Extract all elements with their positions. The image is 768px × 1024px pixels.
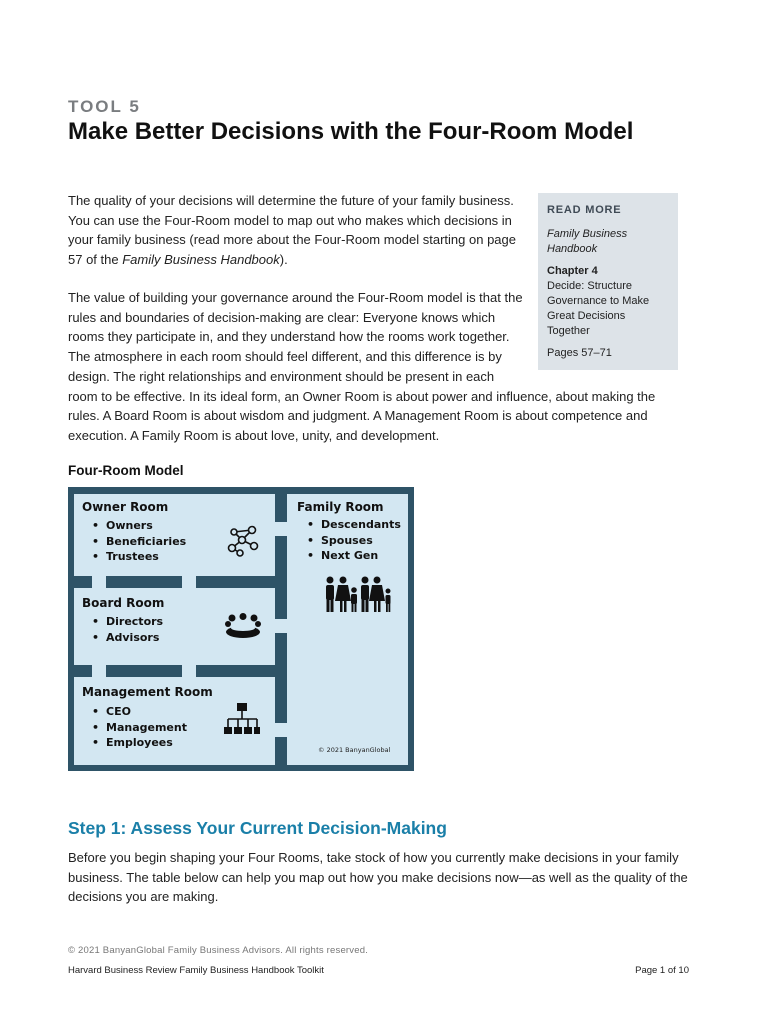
read-more-heading: READ MORE	[547, 204, 622, 216]
list-item: • Spouses	[307, 533, 401, 549]
tool-label: TOOL 5	[68, 97, 141, 116]
board-room-title: Board Room	[82, 596, 165, 610]
list-item: • Management	[92, 720, 187, 736]
family-room-title: Family Room	[297, 500, 384, 514]
room-doorway	[92, 665, 106, 677]
four-room-diagram	[68, 487, 414, 771]
step-1-heading: Step 1: Assess Your Current Decision-Making	[68, 818, 447, 838]
intro-text-wide: room to be effective. In its ideal form, an Owner Room is about power and influence, about making the rules. A Board Room is about wisdom and judgment. A Management Room is about competence and execution. A Family Room is about love, unity, and development.	[68, 388, 656, 443]
family-room-list	[307, 517, 401, 564]
read-more-sidebar	[538, 193, 678, 370]
intro-text-b: ).	[279, 252, 288, 268]
board-room-list	[92, 614, 163, 645]
footer-copyright: © 2021 BanyanGlobal Family Business Advisors. All rights reserved.	[68, 945, 369, 956]
room-doorway	[275, 723, 287, 737]
room-doorway	[92, 576, 106, 588]
meeting-icon	[224, 612, 262, 640]
list-item: • Trustees	[92, 549, 186, 565]
owner-room-list	[92, 518, 186, 565]
list-item: • Owners	[92, 518, 186, 534]
list-item: • CEO	[92, 704, 187, 720]
step-1-paragraph: Before you begin shaping your Four Rooms, take stock of how you currently make decisions in your family business. The table below can help you map out how you make decisions now—as well as the quality of the decisions you are making.	[68, 850, 688, 905]
owner-room-title: Owner Room	[82, 500, 169, 514]
room-doorway	[275, 619, 287, 633]
management-room	[74, 677, 275, 765]
org-chart-icon	[222, 701, 262, 737]
list-item: • Descendants	[307, 517, 401, 533]
room-doorway	[275, 522, 287, 536]
room-doorway	[182, 576, 196, 588]
sidebar-chapter-title: Decide: Structure Governance to Make Great Decisions Together	[547, 280, 650, 337]
intro-text-narrow: The value of building your governance around the Four-Room model is that the rules and boundaries of decision-making are clear: Everyone knows which rooms they participate in, and they understand how the rooms work together. The atmosphere in each room should feel different, and this difference is by design. The right relationships and environment should be present in each	[68, 290, 523, 384]
management-room-title: Management Room	[82, 685, 213, 699]
owner-room	[74, 494, 275, 576]
sidebar-chapter: Chapter 4	[547, 265, 598, 278]
list-item: • Beneficiaries	[92, 534, 186, 550]
figure-title: Four-Room Model	[68, 463, 184, 478]
handbook-reference: Family Business Handbook	[122, 252, 280, 268]
intro-text-a: The quality of your decisions will determine the future of your family business. You can use the Four-Room model to map out who makes which decisions in your family business (read more about the Four-Room model starting on page 57 of the	[68, 193, 516, 268]
sidebar-book-title: Family Business Handbook	[547, 227, 628, 255]
footer-toolkit-name: Harvard Business Review Family Business Handbook Toolkit	[68, 965, 324, 976]
page-number: Page 1 of 10	[635, 965, 689, 976]
family-icon	[323, 576, 393, 614]
network-icon	[224, 522, 260, 558]
list-item: • Directors	[92, 614, 163, 630]
intro-paragraph-1	[68, 191, 530, 270]
board-room	[74, 588, 275, 665]
figure-copyright: © 2021 BanyanGlobal	[318, 746, 391, 754]
page-title: Make Better Decisions with the Four-Room Model	[68, 118, 634, 145]
list-item: • Advisors	[92, 630, 163, 646]
room-doorway	[182, 665, 196, 677]
list-item: • Employees	[92, 735, 187, 751]
sidebar-pages: Pages 57–71	[547, 347, 612, 360]
management-room-list	[92, 704, 187, 751]
list-item: • Next Gen	[307, 548, 401, 564]
family-room	[287, 494, 408, 765]
